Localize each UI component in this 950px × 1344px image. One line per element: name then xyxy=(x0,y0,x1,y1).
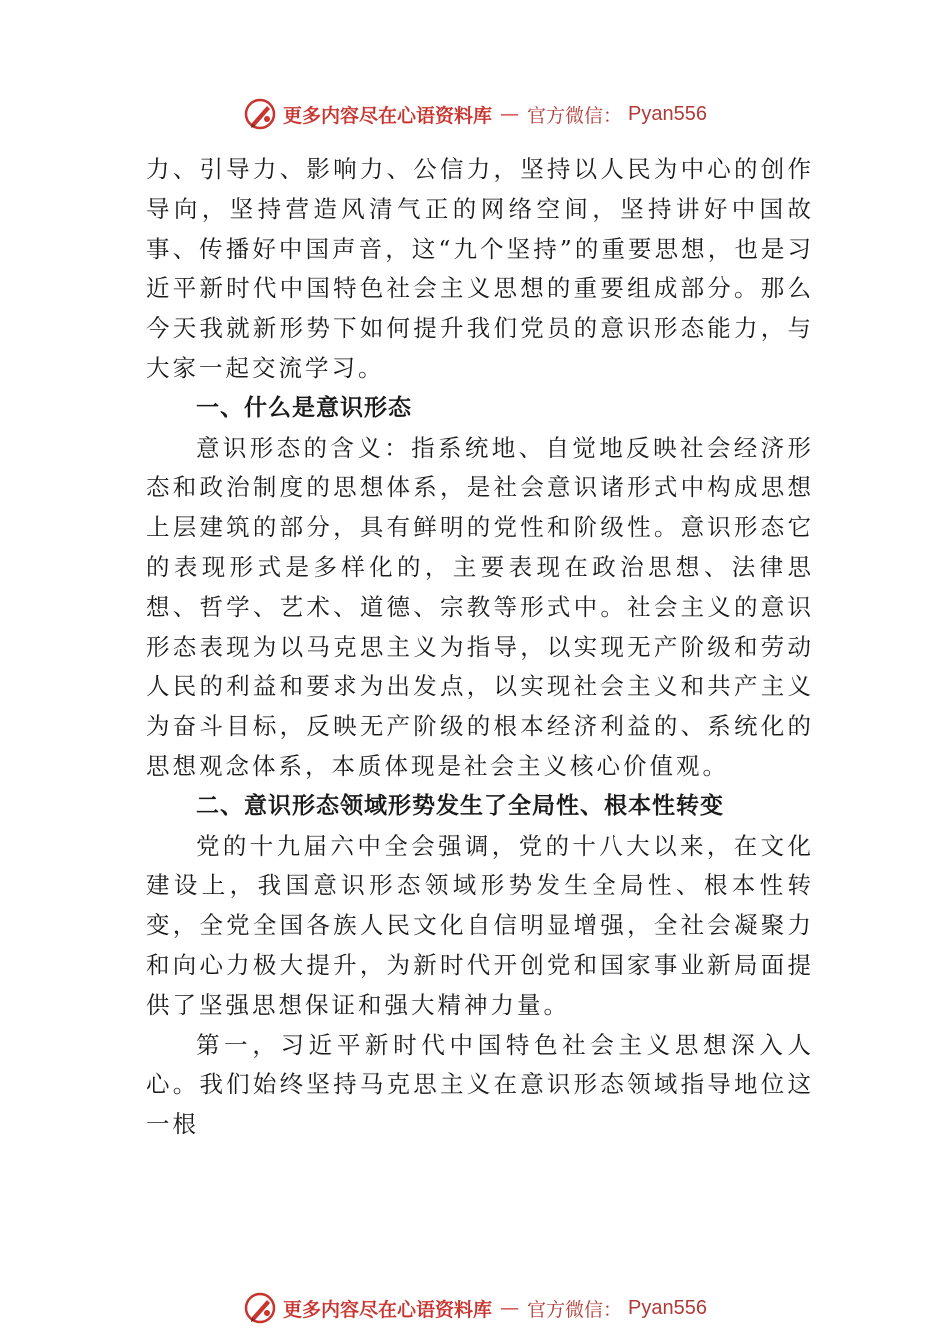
watermark-account-label: 官方微信： xyxy=(527,1298,623,1321)
document-body xyxy=(146,150,814,1145)
watermark-site-text: 更多内容尽在心语资料库 xyxy=(283,104,493,127)
footer-watermark xyxy=(0,1288,950,1328)
section-heading: 一、什么是意识形态 xyxy=(196,394,412,421)
section-heading: 二、意识形态领域形势发生了全局性、根本性转变 xyxy=(196,792,724,819)
watermark-site-text: 更多内容尽在心语资料库 xyxy=(283,1298,493,1321)
watermark-separator: — xyxy=(500,103,520,125)
watermark-account-label: 官方微信： xyxy=(527,104,623,127)
pen-logo-icon xyxy=(243,1291,277,1325)
header-watermark xyxy=(0,94,950,134)
paragraph: 党的十九届六中全会强调，党的十八大以来，在文化建设上，我国意识形态领域形势发生全局性、根本性转变，全党全国各族人民文化自信明显增强，全社会凝聚力和向心力极大提升，为新时代开创党和国家事业新局面提供了坚强思想保证和强大精神力量。 xyxy=(146,831,814,1019)
paragraph: 力、引导力、影响力、公信力，坚持以人民为中心的创作导向，坚持营造风清气正的网络空间，坚持讲好中国故事、传播好中国声音，这“九个坚持”的重要思想，也是习近平新时代中国特色社会主义思想的重要组成部分。那么今天我就新形势下如何提升我们党员的意识形态能力，与大家一起交流学习。 xyxy=(146,155,814,382)
paragraph: 意识形态的含义：指系统地、自觉地反映社会经济形态和政治制度的思想体系，是社会意识诸形式中构成思想上层建筑的部分，具有鲜明的党性和阶级性。意识形态它的表现形式是多样化的，主要表现在政治思想、法律思想、哲学、艺术、道德、宗教等形式中。社会主义的意识形态表现为以马克思主义为指导，以实现无产阶级和劳动人民的利益和要求为出发点，以实现社会主义和共产主义为奋斗目标，反映无产阶级的根本经济利益的、系统化的思想观念体系，本质体现是社会主义核心价值观。 xyxy=(146,433,814,780)
watermark-account-id: Pyan556 xyxy=(628,1296,707,1319)
watermark-separator: — xyxy=(500,1297,520,1319)
pen-logo-icon xyxy=(243,97,277,131)
watermark-account-id: Pyan556 xyxy=(628,102,707,125)
paragraph: 第一，习近平新时代中国特色社会主义思想深入人心。我们始终坚持马克思主义在意识形态领域指导地位这一根 xyxy=(146,1030,814,1139)
